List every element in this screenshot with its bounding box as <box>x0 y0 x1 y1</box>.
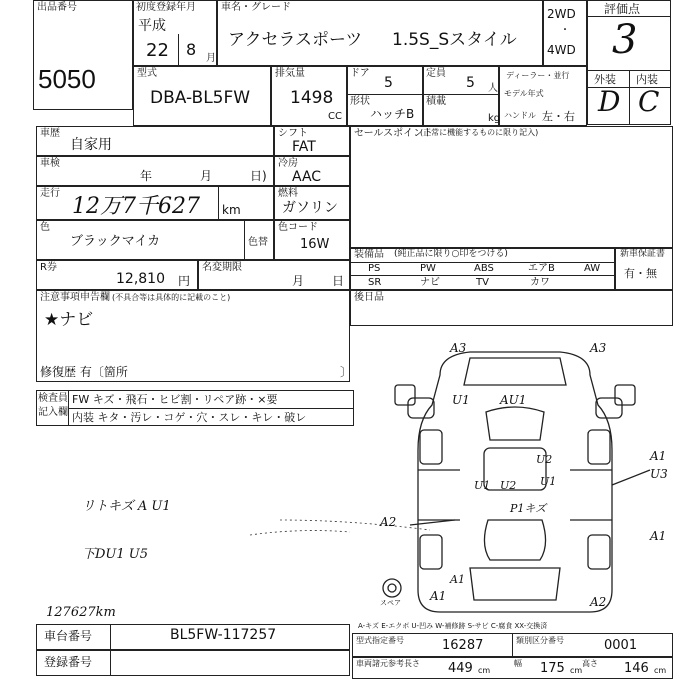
handle-label: ハンドル <box>504 111 536 120</box>
shape-label: 形状 <box>350 96 370 107</box>
damage-mark-u1-a: U1 <box>452 393 470 407</box>
mileage-unit: km <box>222 203 241 217</box>
warranty-value: 有・無 <box>624 267 657 280</box>
interior-label: 内装 <box>636 73 658 86</box>
drive-4wd: 4WD <box>547 43 576 57</box>
designation-value: 16287 <box>442 638 484 653</box>
shift-label: シフト <box>278 128 308 139</box>
lot-label: 出品番号 <box>37 2 77 13</box>
dims-label: 車両諸元参考 <box>356 659 404 668</box>
equipment-sub: (純正品に限り○印をつける) <box>394 249 508 259</box>
equip-aw: AW <box>584 263 601 274</box>
mileage-label: 走行 <box>40 188 60 199</box>
disp-label: 排気量 <box>275 68 305 79</box>
reg-month-unit: 月 <box>206 53 216 64</box>
model-year-label: モデル年式 <box>504 89 544 98</box>
dealer-label: ディーラー・並行 <box>506 71 570 80</box>
damage-mark-a2-left: A2 <box>380 515 397 529</box>
exterior-score: D <box>598 85 621 118</box>
tax-month: 月 <box>292 274 305 288</box>
color-label: 色 <box>40 222 50 233</box>
fuel-value: ガソリン <box>282 200 338 216</box>
inspection-year: 年 <box>140 169 153 183</box>
notes-label: 注意事項申告欄 <box>40 292 110 303</box>
type-label: 型式 <box>137 68 157 79</box>
registration-label: 登録番号 <box>44 655 93 669</box>
type-value: DBA-BL5FW <box>150 88 251 108</box>
cap-value: 5 <box>466 75 475 91</box>
notes-text: ★ナビ <box>44 310 94 330</box>
cap-label: 定員 <box>426 68 446 79</box>
damage-mark-a1-lower: A1 <box>450 573 465 586</box>
spare-label: スペア <box>380 599 401 607</box>
chassis-label: 車台番号 <box>44 629 93 643</box>
warranty-label: 新車保証書 <box>620 249 666 259</box>
first-reg-label: 初度登録年月 <box>136 2 196 13</box>
damage-mark-a3-right: A3 <box>590 341 607 355</box>
wid-label: 幅 <box>514 659 522 668</box>
check-row-1: FW キズ・飛石・ヒビ割・リペア跡・×要 <box>72 393 278 406</box>
equip-pw: PW <box>420 263 436 274</box>
hgt-unit: cm <box>654 666 667 675</box>
drive-sep: ・ <box>560 25 570 36</box>
color-code-value: 16W <box>300 237 330 252</box>
cap-unit: 人 <box>488 83 498 94</box>
damage-mark-a2-bottom: A2 <box>590 595 607 609</box>
equip-leather: カワ <box>530 277 550 288</box>
damage-mark-a1-side: A1 <box>650 529 667 543</box>
ac-value: AAC <box>292 169 322 185</box>
selling-sub: (正常に機能するものに限り記入) <box>420 128 539 137</box>
equip-ps: PS <box>368 263 381 274</box>
damage-mark-p1: P1キズ <box>510 502 547 515</box>
damage-mark-u2-b: U2 <box>500 479 517 492</box>
len-label: 長さ <box>404 659 420 668</box>
equip-tv: TV <box>476 277 489 288</box>
model-name: アクセラスポーツ <box>228 30 363 50</box>
score-value: 3 <box>612 17 638 63</box>
reg-year: 22 <box>146 40 169 61</box>
notes-sub: (不具合等は具体的に記載のこと) <box>112 293 231 302</box>
len-unit: cm <box>478 666 491 675</box>
load-label: 積載 <box>426 96 446 107</box>
damage-mark-u3: U3 <box>650 467 668 481</box>
exterior-label: 外装 <box>594 73 616 86</box>
designation-label: 型式指定番号 <box>356 636 404 645</box>
lot-number: 5050 <box>38 64 96 94</box>
ac-label: 冷房 <box>278 158 298 169</box>
color-code-label: 色コード <box>278 222 318 233</box>
disp-value: 1498 <box>290 88 334 108</box>
fuel-label: 燃料 <box>278 188 298 199</box>
wid-unit: cm <box>570 666 583 675</box>
damage-mark-a1-right: A1 <box>650 449 667 463</box>
len-value: 449 <box>448 661 473 676</box>
check-row-2: 内装 キタ・汚レ・コゲ・穴・スレ・キレ・破レ <box>72 411 307 424</box>
usage-label: 車歴 <box>40 128 60 139</box>
damage-mark-u1-b: U1 <box>540 475 557 488</box>
reg-month: 8 <box>186 40 197 59</box>
load-unit: kg <box>488 113 501 124</box>
selling-label: セールスポイント <box>354 128 434 139</box>
recycle-label: R券 <box>40 262 57 273</box>
hand-note-1: リトキズ A U1 <box>82 499 171 514</box>
damage-mark-u2-a: U2 <box>536 453 553 466</box>
equip-navi: ナビ <box>420 277 440 288</box>
check-label-1: 検査員 <box>38 393 68 404</box>
mileage-value: 12万7千627 <box>72 194 200 219</box>
class-label: 類別区分番号 <box>516 636 564 645</box>
class-value: 0001 <box>604 638 638 653</box>
tax-day: 日 <box>332 274 345 288</box>
model-label: 車名・グレード <box>221 2 291 13</box>
diagram-legend: A-キズ E-エクボ U-凹み W-補修跡 S-サビ C-腐食 XX-交換済 <box>358 622 548 630</box>
model-grade: 1.5S_Sスタイル <box>392 30 517 50</box>
wid-value: 175 <box>540 661 565 676</box>
tax-label: 名変期限 <box>202 262 242 273</box>
color-value: ブラックマイカ <box>70 234 161 249</box>
damage-mark-u1-c: U1 <box>474 479 491 492</box>
door-value: 5 <box>384 75 393 91</box>
shift-value: FAT <box>292 139 316 155</box>
handle-value: 左・右 <box>542 110 575 123</box>
chassis-value: BL5FW-117257 <box>170 627 277 643</box>
damage-mark-au1: AU1 <box>500 393 527 407</box>
shape-value: ハッチB <box>370 107 415 121</box>
inspection-day: 日) <box>250 169 267 183</box>
inspection-month: 月 <box>200 169 213 183</box>
equip-sr: SR <box>368 277 382 288</box>
equip-airbag: エアB <box>528 263 555 274</box>
disp-unit: CC <box>328 111 342 122</box>
equipment-label: 装備品 <box>354 249 384 260</box>
after-label: 後日品 <box>354 292 384 303</box>
drive-2wd: 2WD <box>547 7 576 21</box>
door-label: ドア <box>350 68 370 79</box>
color-change-label: 色替 <box>248 237 268 248</box>
damage-mark-a3-left: A3 <box>450 341 467 355</box>
check-label-2: 記入欄 <box>38 407 68 418</box>
repair-close: 〕 <box>340 365 353 379</box>
hand-note-3: 127627km <box>46 605 116 620</box>
hand-note-2: 下DU1 U5 <box>82 547 149 562</box>
interior-score: C <box>638 85 660 118</box>
score-label: 評価点 <box>604 2 641 16</box>
hgt-label: 高さ <box>582 659 598 668</box>
recycle-value: 12,810 <box>116 271 165 287</box>
era: 平成 <box>138 18 166 34</box>
equip-abs: ABS <box>474 263 494 274</box>
usage-value: 自家用 <box>70 137 112 153</box>
repair-history: 修復歴 有〔箇所 <box>40 365 128 379</box>
recycle-unit: 円 <box>178 274 191 288</box>
hgt-value: 146 <box>624 661 649 676</box>
damage-mark-a1-bottom: A1 <box>430 589 447 603</box>
inspection-label: 車検 <box>40 158 60 169</box>
